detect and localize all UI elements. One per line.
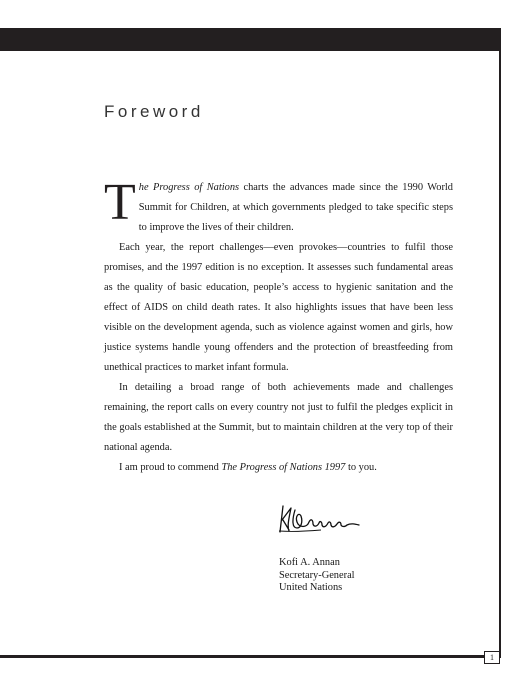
foreword-body [104, 174, 453, 478]
page-number: 1 [484, 651, 500, 664]
signer-name: Kofi A. Annan [279, 557, 340, 568]
paragraph-4 [104, 458, 453, 478]
paragraph-2: Each year, the report challenges—even provokes—countries to fulfil those promises, and the 1997 edition is no exception. It assesses such fundamental areas as the quality of basic education, people’s access to hygienic sanitation and the effect of AIDS on child death rates. It also highlights issues that have been less visible on the development agenda, such as violence against women and girls, how justice systems handle young offenders and the protection of breastfeeding from unethical practices to market infant formula. [104, 242, 453, 373]
page-title: Foreword [104, 102, 204, 121]
paragraph-4-tail: to you. [345, 462, 377, 473]
signer-organization: United Nations [279, 582, 343, 593]
paragraph-4-text: I am proud to commend [119, 462, 222, 473]
header-bar [0, 28, 500, 51]
right-margin-rule [499, 28, 501, 658]
paragraph-3: In detailing a broad range of both achievements made and challenges remaining, the report calls on every country not just to fulfil the pledges explicit in the goals established at the Summit, but to maintain children at the very top of their national agenda. [104, 382, 453, 453]
paragraph-1 [104, 174, 453, 238]
signoff-block [279, 557, 355, 595]
signer-title: Secretary-General [279, 569, 355, 581]
publication-title: he Progress of Nations [138, 182, 240, 193]
drop-cap: T [104, 174, 136, 231]
footer-rule [0, 655, 500, 658]
publication-title-1997: The Progress of Nations 1997 [221, 462, 346, 473]
paragraph-1-text: charts the advances made since the 1990 World Summit for Children, at which governments pledged to take specific steps to improve the lives of their children. [138, 182, 453, 233]
signature [273, 498, 373, 540]
